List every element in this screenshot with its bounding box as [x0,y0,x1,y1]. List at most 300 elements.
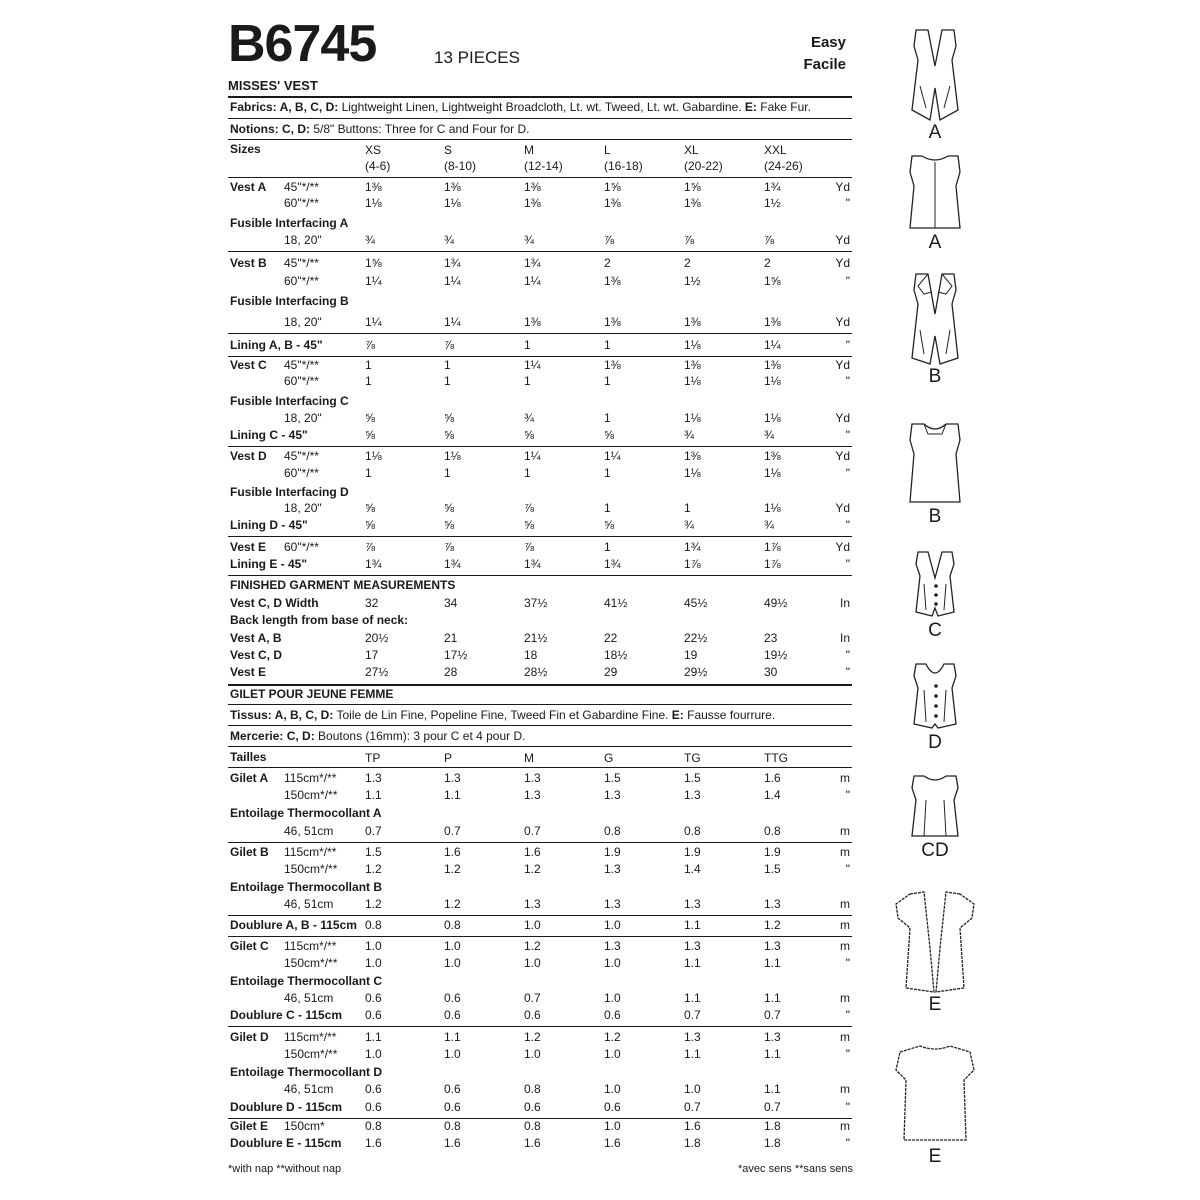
row-label: Fusible Interfacing B [230,294,349,308]
row-unit: " [845,1008,850,1022]
cell-value: 1⅛ [764,374,781,388]
size-code: M [524,143,534,157]
row-unit: m [840,918,850,932]
size-code: S [444,143,453,157]
cell-value: 1½ [764,196,781,210]
row-label: Fusible Interfacing C [230,394,349,408]
cell-value: 1⅛ [684,466,701,480]
row-label: Vest A [230,180,267,194]
row-unit: Yd [835,540,850,554]
cell-value: 1.8 [764,1136,781,1150]
cell-value: 1.3 [684,788,701,802]
table-row [0,991,860,1007]
row-label: Entoilage Thermocollant C [230,974,383,988]
size-range: (20-22) [684,159,723,173]
cell-value: 1.0 [604,956,621,970]
size-code: XS [365,143,382,157]
cell-value: 1.5 [684,771,701,785]
cell-value: 1 [684,501,691,515]
cell-value: 18½ [604,648,628,662]
cell-value: 1¼ [524,274,541,288]
cell-value: 1 [524,466,531,480]
cell-value: 1.3 [524,788,541,802]
cell-value: 1¾ [604,557,621,571]
table-row [0,1136,860,1152]
cell-value: 1⅛ [365,449,382,463]
row-unit: Yd [835,256,850,270]
cell-value: 1⅛ [684,374,701,388]
cell-value: ⅝ [604,428,615,442]
cell-value: 30 [764,665,778,679]
pattern-number: B6745 [228,15,377,73]
cell-value: 20½ [365,631,389,645]
cell-value: 0.8 [524,1119,541,1133]
tissus-label: Tissus: A, B, C, D: [230,708,334,722]
row-width: 45"*/** [284,180,319,194]
table-row [0,771,860,787]
cell-value: 1¼ [604,449,621,463]
cell-value: 1⅜ [604,358,621,372]
table-row [0,449,860,465]
cell-value: 1⅛ [764,466,781,480]
divider [228,842,852,843]
cell-value: 0.6 [365,1082,382,1096]
row-width: 46, 51cm [284,991,334,1005]
row-unit: m [840,824,850,838]
cell-value: 0.8 [604,824,621,838]
cell-value: 1.3 [524,771,541,785]
row-label: Gilet D [230,1030,269,1044]
cell-value: 1¾ [444,557,461,571]
cell-value: 1.1 [684,956,701,970]
cell-value: 1.1 [444,788,461,802]
cell-value: 1.4 [684,862,701,876]
view-sketch [880,26,990,144]
cell-value: 1 [604,374,611,388]
row-unit: " [845,374,850,388]
row-width: 60"*/** [284,196,319,210]
divider [228,725,852,726]
size-range: (8-10) [444,159,477,173]
divider [228,356,852,357]
cell-value: ⅞ [524,501,535,515]
cell-value: 1½ [684,274,701,288]
row-width: 45"*/** [284,358,319,372]
tailles-label: Tailles [230,750,267,764]
row-label: Fusible Interfacing D [230,485,349,499]
cell-value: 1.1 [764,1047,781,1061]
piece-count: 13 PIECES [434,48,520,67]
cell-value: ⅞ [684,233,695,247]
cell-value: 0.6 [444,1100,461,1114]
row-unit: Yd [835,411,850,425]
row-unit: " [845,1047,850,1061]
cell-value: 0.6 [365,1100,382,1114]
cell-value: 1.3 [524,897,541,911]
row-width: 46, 51cm [284,1082,334,1096]
row-label: Vest C, D [230,648,283,662]
cell-value: 1.8 [764,1119,781,1133]
cell-value: 1⅞ [764,557,781,571]
row-width: 46, 51cm [284,824,334,838]
row-label: Entoilage Thermocollant B [230,880,383,894]
cell-value: 18 [524,648,538,662]
row-unit: " [845,1100,850,1114]
cell-value: 1¾ [444,256,461,270]
row-width: 60"*/** [284,374,319,388]
cell-value: ⅝ [444,501,455,515]
row-width: 115cm*/** [284,939,337,953]
sizes-range-row [0,158,860,174]
tissus-e-label: E: [668,708,684,722]
table-row [0,939,860,955]
cell-value: ⅝ [444,428,455,442]
cell-value: 1⅛ [764,411,781,425]
table-row [0,974,860,990]
cell-value: 1.9 [684,845,701,859]
cell-value: 1¼ [764,338,781,352]
cell-value: 1.3 [604,788,621,802]
cell-value: 1.1 [365,788,382,802]
cell-value: 1¾ [524,256,541,270]
row-unit: m [840,845,850,859]
finished-title: FINISHED GARMENT MEASUREMENTS [230,578,456,592]
cell-value: 1.0 [365,956,382,970]
fabrics-line [230,100,811,114]
cell-value: 1.1 [764,956,781,970]
cell-value: 22 [604,631,618,645]
row-label: Vest A, B [230,631,282,645]
cell-value: 19½ [764,648,788,662]
footnote-french: *avec sens **sans sens [738,1163,853,1175]
taille-code: TG [684,751,701,765]
cell-value: 1⅜ [365,180,382,194]
cell-value: 21½ [524,631,548,645]
fabrics-text: Lightweight Linen, Lightweight Broadcloth, Lt. wt. Tweed, Lt. wt. Gabardine. [338,100,742,114]
tissus-e-text: Fausse fourrure. [683,708,776,722]
cell-value: 1.2 [524,862,541,876]
view-letter: C [928,620,942,641]
cell-value: 0.7 [764,1100,781,1114]
cell-value: 1.0 [604,918,621,932]
row-unit: " [845,274,850,288]
cell-value: 1.0 [524,918,541,932]
cell-value: 1¼ [365,315,382,329]
cell-value: 0.8 [684,824,701,838]
cell-value: 1.3 [764,939,781,953]
row-label: Lining A, B - 45" [230,338,323,352]
table-row [0,788,860,804]
row-unit: Yd [835,358,850,372]
cell-value: 1.9 [604,845,621,859]
cell-value: 1.1 [764,1082,781,1096]
row-width: 60"*/** [284,540,319,554]
cell-value: 1.6 [444,1136,461,1150]
row-label: Gilet E [230,1119,269,1133]
view-letter: A [928,122,942,143]
cell-value: 2 [684,256,691,270]
row-unit: m [840,991,850,1005]
row-label: Gilet A [230,771,269,785]
cell-value: ⅞ [444,338,455,352]
table-row [0,411,860,427]
table-row [0,596,860,612]
cell-value: 22½ [684,631,708,645]
divider [228,684,852,686]
row-width: 150cm*/** [284,1047,338,1061]
cell-value: 1.3 [684,939,701,953]
divider [228,915,852,916]
row-width: 18, 20" [284,233,322,247]
cell-value: 34 [444,596,458,610]
table-row [0,374,860,390]
table-row [0,1008,860,1024]
table-row [0,256,860,272]
cell-value: 1 [604,466,611,480]
row-unit: " [845,862,850,876]
row-label: Vest C [230,358,267,372]
french-section-title: GILET POUR JEUNE FEMME [230,687,394,701]
cell-value: 1.2 [524,939,541,953]
divider [228,536,852,537]
cell-value: 1⅜ [684,196,701,210]
table-row [0,918,860,934]
table-row [0,1065,860,1081]
row-width: 18, 20" [284,411,322,425]
cell-value: 1.0 [604,1047,621,1061]
cell-value: 37½ [524,596,548,610]
vest-e-back-icon [890,1040,980,1146]
row-width: 150cm*/** [284,862,338,876]
cell-value: 1.2 [444,897,461,911]
cell-value: ⅝ [365,501,376,515]
table-row [0,315,860,331]
row-label: Vest D [230,449,267,463]
divider [228,333,852,334]
table-row [0,824,860,840]
cell-value: 1.6 [684,1119,701,1133]
cell-value: 1⅝ [764,274,781,288]
mercerie-text: Boutons (16mm): 3 pour C et 4 pour D. [314,729,526,743]
cell-value: 1⅛ [444,196,461,210]
table-row [0,196,860,212]
cell-value: 1¼ [365,274,382,288]
cell-value: 27½ [365,665,389,679]
row-width: 18, 20" [284,315,322,329]
view-sketch [880,1040,990,1168]
divider [228,96,852,98]
row-unit: " [845,428,850,442]
taille-code: TTG [764,751,788,765]
divider [228,767,852,768]
difficulty-english: Easy [810,34,846,51]
cell-value: 1¾ [365,557,382,571]
cell-value: 29 [604,665,618,679]
cell-value: 1.9 [764,845,781,859]
row-unit: Yd [835,449,850,463]
row-unit: Yd [835,315,850,329]
table-row [0,956,860,972]
cell-value: 1¾ [524,557,541,571]
divider [228,575,852,576]
cell-value: 23 [764,631,778,645]
cell-value: 0.6 [365,1008,382,1022]
cell-value: ¾ [524,411,535,425]
view-sketch [880,152,990,254]
cell-value: 1.1 [764,991,781,1005]
cell-value: 45½ [684,596,708,610]
row-unit: Yd [835,233,850,247]
row-unit: " [845,665,850,679]
cell-value: 1.4 [764,788,781,802]
cell-value: 1¾ [684,540,701,554]
row-label: Vest C, D Width [230,596,319,610]
tissus-text: Toile de Lin Fine, Popeline Fine, Tweed Fin et Gabardine Fine. [333,708,669,722]
cell-value: 1⅝ [604,180,621,194]
row-unit: " [845,1136,850,1150]
cell-value: 1⅜ [604,274,621,288]
cell-value: 1.2 [604,1030,621,1044]
table-row [0,1030,860,1046]
cell-value: 0.6 [604,1008,621,1022]
cell-value: 1⅜ [684,449,701,463]
cell-value: 17 [365,648,379,662]
cell-value: ⅝ [444,411,455,425]
cell-value: 0.7 [365,824,382,838]
row-width: 115cm*/** [284,845,337,859]
size-range: (4-6) [365,159,391,173]
vest-d-front-icon [900,660,970,732]
cell-value: ⅞ [764,233,775,247]
cell-value: ¾ [684,428,695,442]
cell-value: 1¼ [444,315,461,329]
cell-value: ⅝ [524,428,535,442]
table-row [0,880,860,896]
cell-value: 1⅛ [365,196,382,210]
row-unit: " [845,518,850,532]
view-sketch [880,660,990,754]
cell-value: 1¼ [444,274,461,288]
row-width: 46, 51cm [284,897,334,911]
cell-value: 1.6 [365,1136,382,1150]
table-row [0,180,860,196]
cell-value: 1.0 [524,956,541,970]
row-unit: In [839,596,850,610]
english-section-title: MISSES' VEST [228,78,318,93]
table-row [0,1100,860,1116]
taille-code: TP [365,751,381,765]
view-letter: B [928,366,942,387]
cell-value: 1.2 [444,862,461,876]
row-unit: " [845,338,850,352]
cell-value: 1.6 [524,1136,541,1150]
table-row [0,358,860,374]
table-row [0,338,860,354]
cell-value: 0.6 [524,1008,541,1022]
cell-value: 1.0 [444,939,461,953]
cell-value: ¾ [444,233,455,247]
cell-value: 1 [365,466,372,480]
vest-e-front-icon [890,888,980,994]
cell-value: ⅞ [444,540,455,554]
cell-value: 1.3 [764,897,781,911]
cell-value: ¾ [764,518,775,532]
cell-value: 1.3 [684,1030,701,1044]
cell-value: 0.6 [444,1082,461,1096]
row-width: 150cm*/** [284,788,338,802]
cell-value: 28½ [524,665,548,679]
cell-value: 1.6 [764,771,781,785]
cell-value: 1⅜ [764,358,781,372]
divider [228,177,852,178]
cell-value: 1.6 [444,845,461,859]
cell-value: ⅞ [365,540,376,554]
taille-code: G [604,751,614,765]
cell-value: 1.5 [365,845,382,859]
cell-value: 1 [444,374,451,388]
cell-value: 1.1 [684,991,701,1005]
cell-value: 0.8 [764,824,781,838]
cell-value: ⅝ [365,411,376,425]
table-row [0,631,860,647]
row-unit: " [845,196,850,210]
row-unit: In [839,631,850,645]
cell-value: 1.6 [524,845,541,859]
cell-value: 0.7 [524,991,541,1005]
table-row [0,897,860,913]
cell-value: 1⅜ [764,315,781,329]
cell-value: 1.5 [764,862,781,876]
cell-value: 1⅜ [604,196,621,210]
cell-value: 1⅛ [764,501,781,515]
table-row [0,216,860,232]
vest-b-back-icon [900,420,970,506]
vest-a-back-icon [900,152,970,232]
cell-value: ⅝ [365,518,376,532]
view-letter: D [928,732,942,753]
row-unit: " [845,648,850,662]
cell-value: 1.1 [365,1030,382,1044]
row-label: Vest B [230,256,267,270]
table-row [0,518,860,534]
cell-value: 1.0 [524,1047,541,1061]
cell-value: 1⅝ [684,180,701,194]
cell-value: 29½ [684,665,708,679]
row-width: 150cm*/** [284,956,338,970]
table-row [0,557,860,573]
table-row [0,466,860,482]
tissus-line [230,708,775,722]
row-label: Lining C - 45" [230,428,308,442]
size-code: L [604,143,611,157]
difficulty-label [770,32,846,76]
cell-value: 0.8 [524,1082,541,1096]
cell-value: 28 [444,665,458,679]
table-row [0,648,860,664]
row-label: Entoilage Thermocollant A [230,806,382,820]
notions-line [230,122,529,136]
mercerie-line [230,729,525,743]
row-width: 60"*/** [284,274,319,288]
cell-value: 1.0 [444,1047,461,1061]
cell-value: 1⅜ [684,315,701,329]
cell-value: 1⅜ [524,196,541,210]
cell-value: 49½ [764,596,788,610]
row-label: Doublure E - 115cm [230,1136,342,1150]
divider [228,446,852,447]
row-width: 150cm* [284,1119,325,1133]
cell-value: 1¾ [764,180,781,194]
